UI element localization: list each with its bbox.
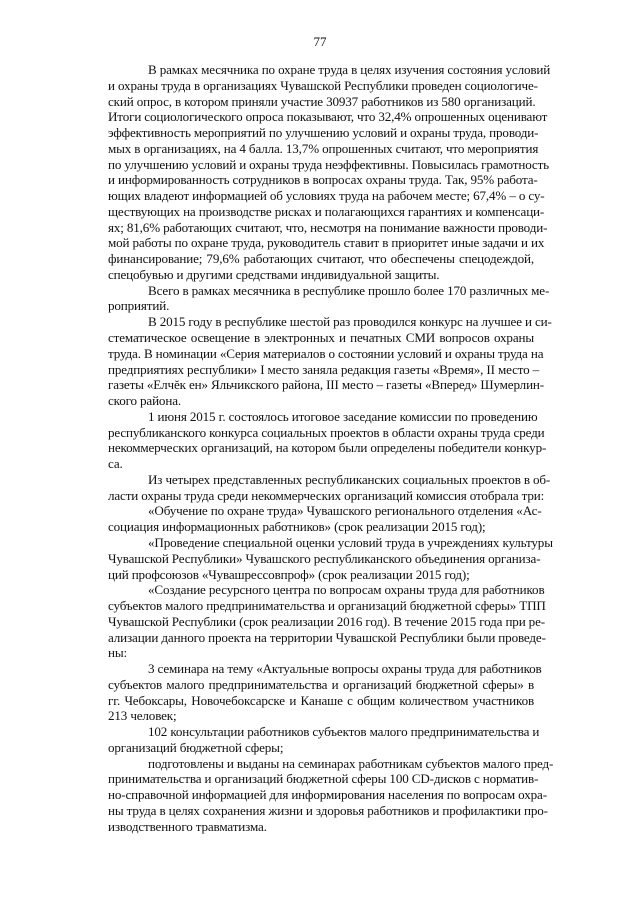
paragraph (108, 408, 547, 472)
text-line: некоммерческих организаций, на котором были определены победители конкур- (108, 440, 547, 456)
text-line: 102 консультации работников субъектов малого предпринимательства и (148, 724, 540, 740)
text-line: «Создание ресурсного центра по вопросам охраны труда для работников (148, 582, 545, 598)
text-line: 1 июня 2015 г. состоялось итоговое заседание комиссии по проведению (148, 408, 538, 424)
text-line: ях; 81,6% работающих считают, что, несмотря на понимание важности проводи- (108, 219, 548, 235)
paragraph (108, 62, 551, 283)
text-line: принимательства и организаций бюджетной сферы 100 CD-дисков с норматив- (108, 771, 539, 787)
paragraph (108, 282, 550, 315)
text-line: ласти охраны труда среди некоммерческих организаций комиссия отобрала три: (108, 487, 545, 503)
text-line: труда. В номинации «Серия материалов о состоянии условий и охраны труда на (108, 345, 544, 361)
text-line: мой работы по охране труда, руководитель ставит в приоритет иные задачи и их (108, 235, 545, 251)
paragraph (108, 582, 546, 661)
text-line: и охраны труда в организациях Чувашской Республики проведен социологиче- (108, 77, 538, 93)
paragraph (108, 534, 553, 582)
text-line: мых в организациях, на 4 балла. 13,7% опрошенных считают, что мероприятия (108, 140, 539, 156)
text-line: республиканского конкурса социальных проектов в области охраны труда среди (108, 424, 545, 440)
text-line: ский опрос, в котором приняли участие 30937 работников из 580 организаций. (108, 93, 536, 109)
text-line: роприятий. (108, 298, 170, 314)
text-line: ций профсоюзов «Чувашрессовпроф» (срок реализации 2015 год); (108, 566, 470, 582)
text-line: Итоги социологического опроса показывают, что 32,4% опрошенных оценивают (108, 109, 548, 125)
text-line: ществующих на производстве рисках и полагающихся гарантиях и компенсаци- (108, 203, 545, 219)
text-line: В 2015 году в республике шестой раз проводился конкурс на лучшее и си- (148, 314, 552, 330)
text-line: и информированность сотрудников в вопросах охраны труда. Так, 95% работа- (108, 172, 538, 188)
text-line: Чувашской Республики (срок реализации 2016 год). В течение 2015 года при ре- (108, 613, 545, 629)
text-line: субъектов малого предпринимательства и организаций бюджетной сферы» в (108, 676, 534, 692)
paragraph (108, 661, 542, 724)
text-line: организаций бюджетной сферы; (108, 739, 284, 755)
text-line: 213 человек; (108, 708, 177, 724)
paragraph (108, 755, 554, 835)
paragraph (108, 471, 551, 504)
text-line: «Обучение по охране труда» Чувашского регионального отделения «Ас- (148, 503, 542, 519)
text-line: Чувашской Республики» Чувашского республиканского объединения организа- (108, 550, 541, 566)
text-line: спецобувью и другими средствами индивидуальной защиты. (108, 266, 440, 282)
paragraph (108, 314, 552, 409)
page-number: 77 (313, 34, 327, 49)
text-line: эффективность мероприятий по улучшению условий и охраны труда, проводи- (108, 125, 539, 141)
text-line: ализации данного проекта на территории Чувашской Республики были проведе- (108, 629, 546, 645)
text-line: ны труда в целях сохранения жизни и здоровья работников и профилактики про- (108, 802, 548, 818)
text-line: финансирование; 79,6% работающих считают, что обеспечены спецодеждой, (108, 251, 534, 267)
text-line: изводственного травматизма. (108, 818, 267, 834)
paragraph (108, 724, 540, 756)
text-line: гг. Чебоксары, Новочебоксарске и Канаше с общим количеством участников (108, 692, 534, 708)
text-line: но-справочной информацией для информирования населения по вопросам охра- (108, 787, 547, 803)
text-line: предприятиях республики» I место заняла редакция газеты «Время», II место – (108, 361, 540, 377)
paragraph (108, 503, 542, 535)
text-line: по улучшению условий и охраны труда неэффективны. Повысилась грамотность (108, 156, 549, 172)
text-line: газеты «Елчĕк ен» Яльчикского района, III место – газеты «Вперед» Шумерлин- (108, 377, 544, 393)
text-line: подготовлены и выданы на семинарах работникам субъектов малого пред- (148, 755, 554, 771)
text-line: стематическое освещение в электронных и печатных СМИ вопросов охраны (108, 330, 534, 346)
document-body (108, 62, 554, 835)
text-line: Всего в рамках месячника в республике прошло более 170 различных ме- (148, 282, 550, 298)
text-line: ющих владеют информацией об условиях труда на рабочем месте; 67,4% – о су- (108, 188, 545, 204)
text-line: са. (108, 456, 123, 472)
text-line: 3 семинара на тему «Актуальные вопросы охраны труда для работников (148, 661, 542, 677)
text-line: Из четырех представленных республиканских социальных проектов в об- (148, 471, 551, 487)
text-line: ского района. (108, 393, 181, 409)
text-line: «Проведение специальной оценки условий труда в учреждениях культуры (148, 534, 553, 550)
text-line: субъектов малого предпринимательства и организаций бюджетной сферы» ТПП (108, 598, 546, 614)
text-line: ны: (108, 645, 127, 661)
text-line: В рамках месячника по охране труда в целях изучения состояния условий (148, 62, 551, 77)
text-line: социация информационных работников» (срок реализации 2015 год); (108, 519, 486, 535)
